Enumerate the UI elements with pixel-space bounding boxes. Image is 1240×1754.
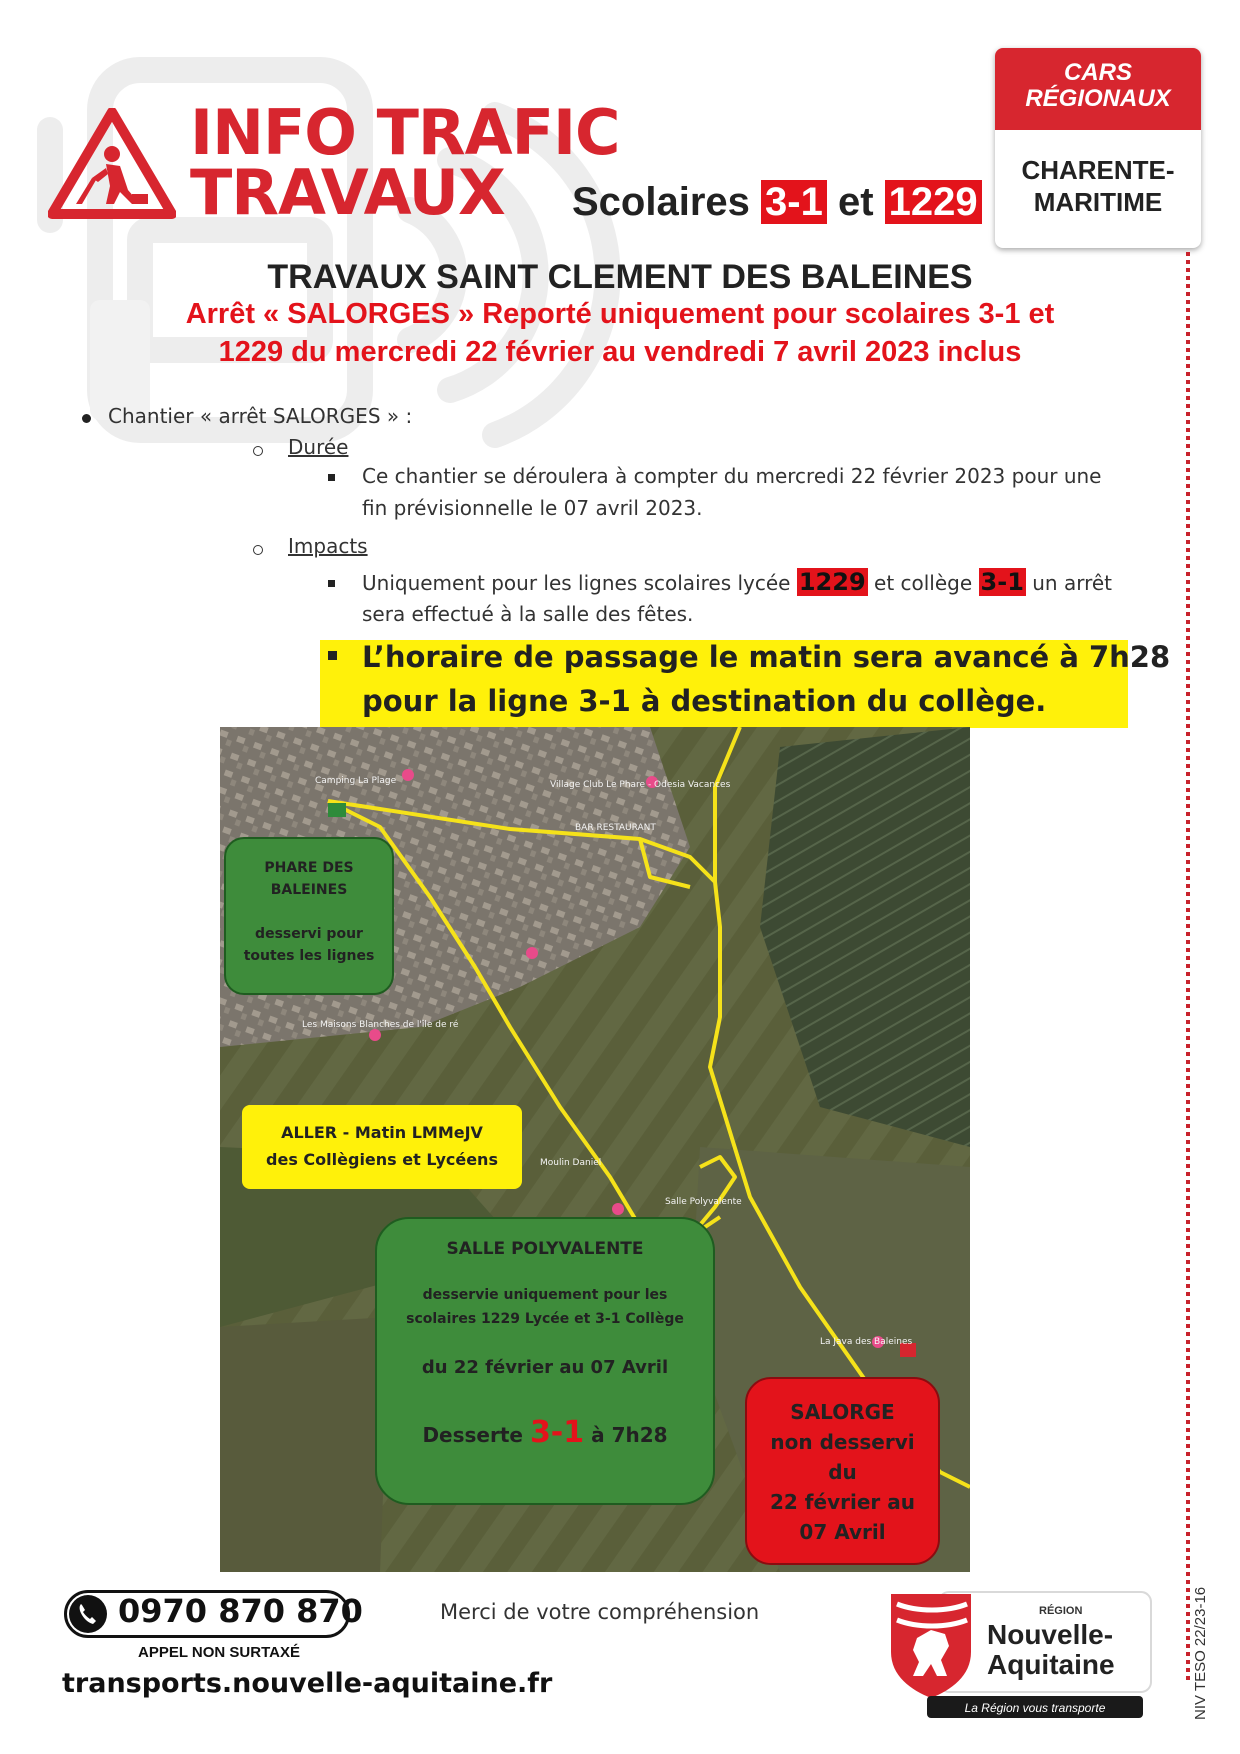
impacts-post: un arrêt [1032,571,1113,595]
bullet-square [328,651,337,660]
reference-code-text: NIV TESO 22/23-16 [1192,1586,1209,1720]
phare-title-2: BALEINES [270,882,348,898]
impacts-line-2: sera effectué à la salle des fêtes. [362,602,694,626]
scolaires-prefix: Scolaires [572,180,750,224]
aller-line-2: des Collègiens et Lycéens [266,1150,498,1169]
region-name-1: Nouvelle- [987,1619,1114,1650]
website-link[interactable]: transports.nouvelle-aquitaine.fr [62,1668,553,1699]
badge-top-line-2: RÉGIONAUX [1025,85,1171,112]
map-label-maisons: Les Maisons Blanches de l'île de ré [302,1020,459,1030]
salorge-line-3: du [828,1460,857,1484]
phare-des-baleines-box [224,837,394,995]
salle-sub-2: scolaires 1229 Lycée et 3-1 Collège [406,1311,684,1327]
map-label-village: Village Club Le Phare - Odesia Vacances [550,780,731,790]
salorge-line-1: SALORGE [790,1400,895,1424]
salle-sub-1: desservie uniquement pour les [422,1287,668,1303]
page-title-line-2: TRAVAUX [190,156,505,229]
salle-desserte-pre: Desserte [422,1423,523,1447]
salorge-line-2: non desservi [770,1430,915,1454]
phone-note: APPEL NON SURTAXÉ [138,1644,300,1661]
salle-dates: du 22 février au 07 Avril [421,1357,669,1378]
line-badge-3-1: 3-1 [761,180,827,224]
badge-bottom-line-1: CHARENTE- [1021,155,1175,185]
sub-heading-line-1: Arrêt « SALORGES » Reporté uniquement pour scolaires 3-1 et [185,298,1055,330]
duree-line-2: fin prévisionnelle le 07 avril 2023. [362,496,703,520]
reference-code [1186,1580,1212,1720]
aller-line-1: ALLER - Matin LMMeJV [281,1123,483,1142]
impacts-mid: et collège [874,571,973,595]
map-label-salle: Salle Polyvalente [665,1197,742,1207]
region-nouvelle-aquitaine-logo [887,1590,1153,1718]
phare-sub-2: toutes les lignes [243,948,375,964]
inline-line-3-1: 3-1 [980,568,1024,596]
badge-top [995,48,1201,130]
merci-text: Merci de votre compréhension [440,1600,760,1624]
salle-desserte-line: 3-1 [529,1415,585,1450]
map-label-moulin: Moulin Daniel [540,1158,602,1168]
impacts-line-1 [362,568,1112,596]
salle-desserte [377,1415,713,1450]
bullet-square [328,580,335,587]
map-label-java: La Java des Baleines [820,1337,913,1347]
decorative-dotted-border [1184,252,1192,1682]
salle-polyvalente-box [375,1217,715,1505]
salorge-line-4: 22 février au [770,1490,915,1514]
chantier-text: Chantier « arrêt SALORGES » : [108,404,413,428]
aller-box [242,1105,522,1189]
highlight-line-1: L’horaire de passage le matin sera avancé à 7h28 [362,640,1171,674]
sub-heading-line-2: 1229 du mercredi 22 février au vendredi 7 avril 2023 inclus [218,336,1022,368]
duree-label: Durée [288,435,349,459]
scolaires-lines [572,180,982,225]
warning-worker-icon [48,108,176,220]
region-name-2: Aquitaine [987,1649,1115,1680]
badge-top-line-1: CARS [1063,59,1132,86]
salorge-line-5: 07 Avril [799,1520,886,1544]
phone-icon [69,1595,107,1633]
line-badge-1229: 1229 [885,180,982,224]
inline-line-1229: 1229 [798,568,866,596]
impacts-label: Impacts [288,534,368,558]
bullet-dot [82,414,91,423]
badge-bottom [995,130,1201,218]
salle-title: SALLE POLYVALENTE [446,1239,644,1259]
duree-line-1: Ce chantier se déroulera à compter du mercredi 22 février 2023 pour une [362,464,1102,488]
badge-bottom-line-2: MARITIME [1033,187,1163,217]
bullet-square [328,474,335,481]
impacts-pre: Uniquement pour les lignes scolaires lycée [362,571,791,595]
highlight-line-2: pour la ligne 3-1 à destination du collège. [362,684,1047,718]
scolaires-connector: et [837,180,874,224]
phone-number[interactable]: 0970 870 870 [118,1592,363,1630]
route-map [220,727,970,1572]
map-label-camping: Camping La Plage [315,776,397,786]
bullet-circle [253,446,263,456]
phare-sub-1: desservi pour [255,926,363,942]
region-small-label: RÉGION [1039,1605,1083,1617]
cars-regionaux-badge [995,48,1201,248]
salorge-box [745,1377,940,1565]
region-tagline: La Région vous transporte [964,1701,1106,1715]
page-title-line-1: INFO TRAFIC [190,96,620,169]
salle-desserte-post: à 7h28 [591,1423,668,1447]
bullet-circle [253,545,263,555]
main-heading: TRAVAUX SAINT CLEMENT DES BALEINES [267,258,973,296]
map-label-bar: BAR RESTAURANT [575,823,656,833]
phare-title-1: PHARE DES [264,860,354,876]
